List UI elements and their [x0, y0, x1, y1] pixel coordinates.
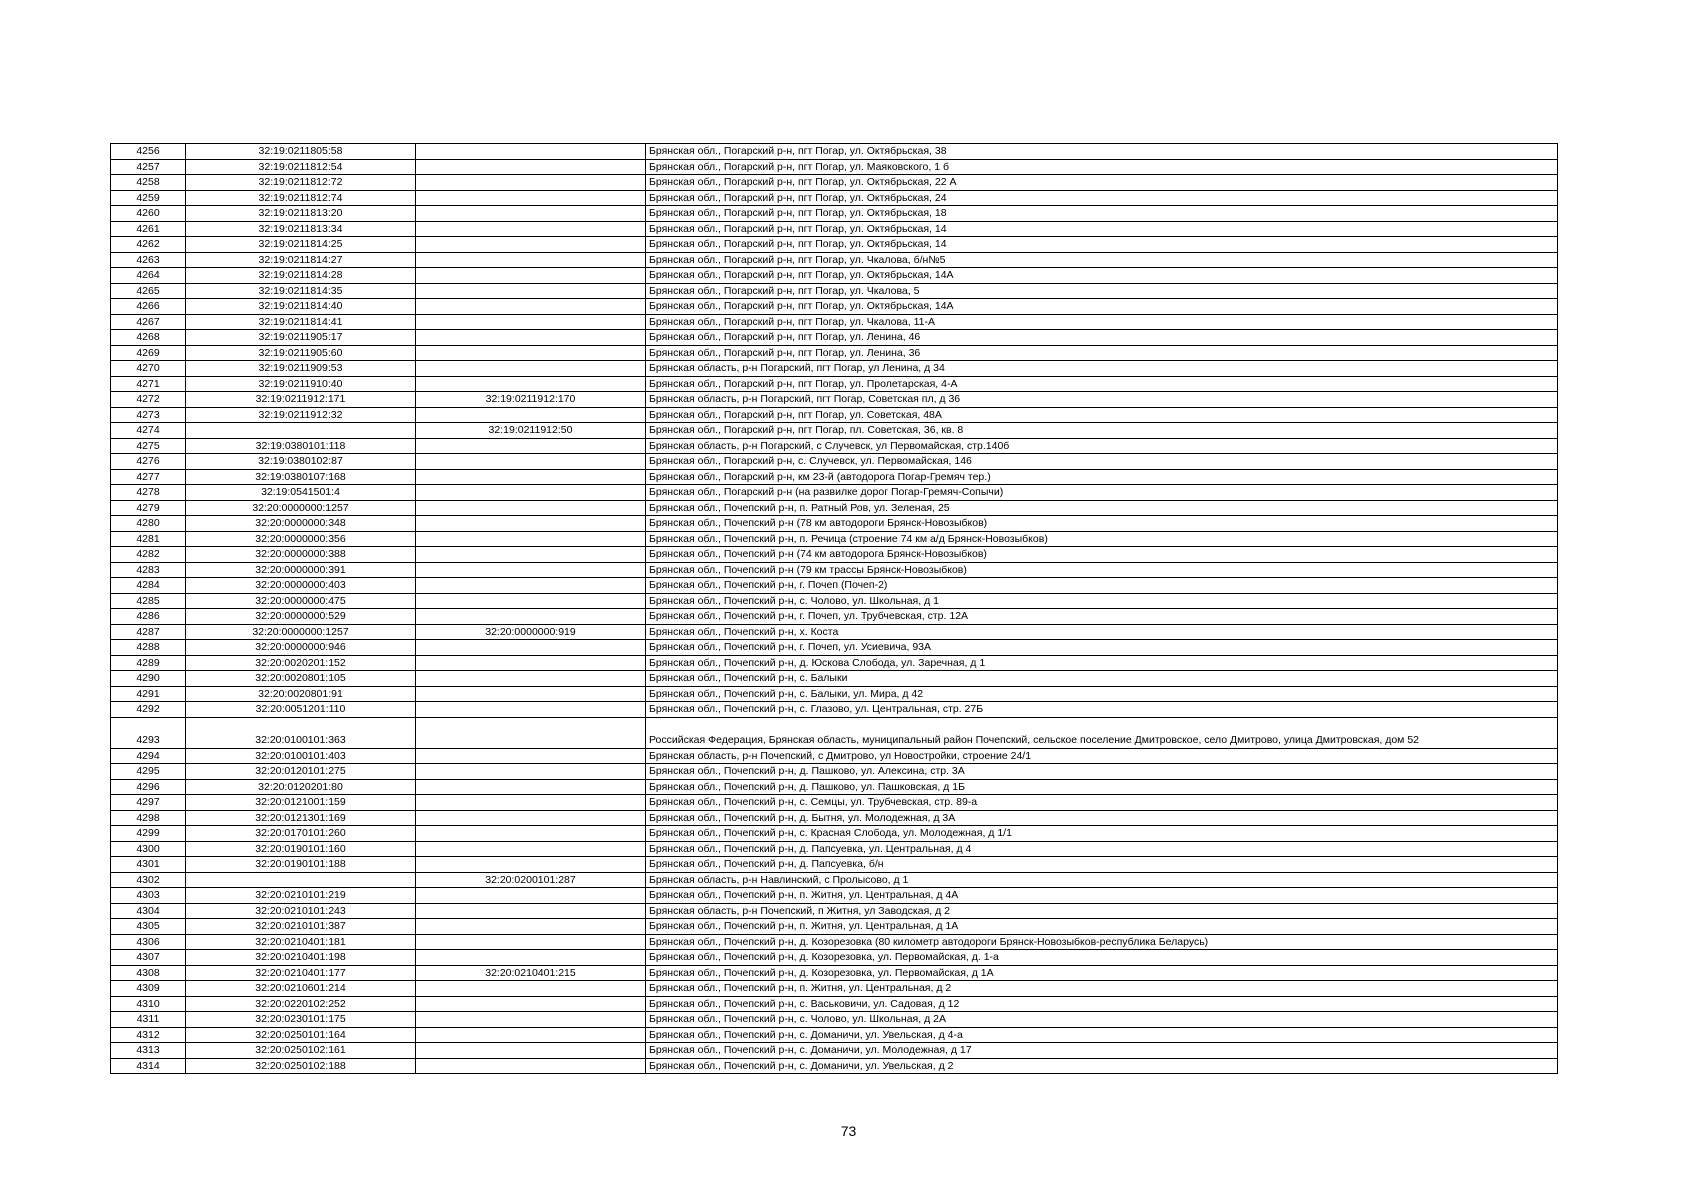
address-cell: Брянская обл., Погарский р-н, пгт Погар, ул. Чкалова, 11-А — [646, 314, 1558, 330]
related-cadastral-number-cell — [416, 857, 646, 873]
cadastral-number-cell: 32:20:0120101:275 — [186, 764, 416, 780]
table-row — [111, 283, 1558, 299]
table-row — [111, 330, 1558, 346]
row-number-cell: 4289 — [111, 655, 186, 671]
row-number-cell: 4307 — [111, 950, 186, 966]
related-cadastral-number-cell — [416, 562, 646, 578]
row-number-cell: 4276 — [111, 454, 186, 470]
cadastral-number-cell: 32:19:0211910:40 — [186, 376, 416, 392]
row-number-cell: 4301 — [111, 857, 186, 873]
cadastral-number-cell: 32:19:0211814:41 — [186, 314, 416, 330]
cadastral-number-cell: 32:19:0380101:118 — [186, 438, 416, 454]
table-row — [111, 454, 1558, 470]
row-number-cell: 4284 — [111, 578, 186, 594]
table-row — [111, 872, 1558, 888]
address-cell: Брянская обл., Погарский р-н, пгт Погар, ул. Октябрьская, 14А — [646, 268, 1558, 284]
address-cell: Брянская обл., Погарский р-н, пгт Погар, ул. Октябрьская, 18 — [646, 206, 1558, 222]
address-cell: Брянская обл., Погарский р-н, пгт Погар, ул. Ленина, 46 — [646, 330, 1558, 346]
table-row — [111, 531, 1558, 547]
table-row — [111, 981, 1558, 997]
page-number: 73 — [840, 1123, 857, 1139]
row-number-cell: 4272 — [111, 392, 186, 408]
table-row — [111, 702, 1558, 718]
row-number-cell: 4280 — [111, 516, 186, 532]
table-row — [111, 888, 1558, 904]
related-cadastral-number-cell — [416, 314, 646, 330]
row-number-cell: 4267 — [111, 314, 186, 330]
related-cadastral-number-cell — [416, 190, 646, 206]
table-row — [111, 950, 1558, 966]
cadastral-number-cell: 32:20:0000000:529 — [186, 609, 416, 625]
address-cell: Брянская обл., Почепский р-н, д. Папсуевка, ул. Центральная, д 4 — [646, 841, 1558, 857]
cadastral-number-cell: 32:19:0211814:27 — [186, 252, 416, 268]
table-row — [111, 516, 1558, 532]
related-cadastral-number-cell — [416, 609, 646, 625]
address-cell: Брянская обл., Погарский р-н, пгт Погар, ул. Пролетарская, 4-А — [646, 376, 1558, 392]
cadastral-number-cell: 32:19:0380107:168 — [186, 469, 416, 485]
row-number-cell: 4311 — [111, 1012, 186, 1028]
row-number-cell: 4286 — [111, 609, 186, 625]
related-cadastral-number-cell — [416, 547, 646, 563]
cadastral-number-cell: 32:20:0250102:161 — [186, 1043, 416, 1059]
related-cadastral-number-cell — [416, 841, 646, 857]
related-cadastral-number-cell — [416, 1012, 646, 1028]
address-cell: Брянская обл., Почепский р-н, д. Козорезовка (80 километр автодороги Брянск-Новозыбков-республика Беларусь) — [646, 934, 1558, 950]
related-cadastral-number-cell: 32:20:0000000:919 — [416, 624, 646, 640]
row-number-cell: 4257 — [111, 159, 186, 175]
table-row — [111, 206, 1558, 222]
address-cell: Брянская обл., Погарский р-н (на развилке дорог Погар-Гремяч-Сопычи) — [646, 485, 1558, 501]
address-cell: Брянская обл., Почепский р-н, п. Ратный Ров, ул. Зеленая, 25 — [646, 500, 1558, 516]
related-cadastral-number-cell — [416, 283, 646, 299]
related-cadastral-number-cell — [416, 702, 646, 718]
row-number-cell: 4260 — [111, 206, 186, 222]
address-cell: Брянская обл., Погарский р-н, пгт Погар, пл. Советская, 36, кв. 8 — [646, 423, 1558, 439]
table-row — [111, 485, 1558, 501]
cadastral-number-cell: 32:20:0000000:391 — [186, 562, 416, 578]
address-cell: Брянская обл., Почепский р-н, г. Почеп (Почеп-2) — [646, 578, 1558, 594]
related-cadastral-number-cell — [416, 981, 646, 997]
table-row — [111, 221, 1558, 237]
table-row — [111, 392, 1558, 408]
cadastral-number-cell: 32:19:0211812:74 — [186, 190, 416, 206]
address-cell: Брянская обл., Погарский р-н, пгт Погар, ул. Чкалова, б/н№5 — [646, 252, 1558, 268]
table-row — [111, 593, 1558, 609]
cadastral-number-cell — [186, 423, 416, 439]
cadastral-number-cell: 32:20:0250102:188 — [186, 1058, 416, 1074]
address-cell: Брянская обл., Погарский р-н, пгт Погар, ул. Октябрьская, 22 А — [646, 175, 1558, 191]
cadastral-number-cell: 32:20:0051201:110 — [186, 702, 416, 718]
related-cadastral-number-cell — [416, 593, 646, 609]
cadastral-number-cell: 32:19:0211812:54 — [186, 159, 416, 175]
table-row — [111, 423, 1558, 439]
row-number-cell: 4282 — [111, 547, 186, 563]
row-number-cell: 4262 — [111, 237, 186, 253]
cadastral-number-cell: 32:20:0000000:946 — [186, 640, 416, 656]
address-cell: Брянская обл., Погарский р-н, пгт Погар, ул. Октябрьская, 24 — [646, 190, 1558, 206]
related-cadastral-number-cell: 32:19:0211912:50 — [416, 423, 646, 439]
address-cell: Брянская обл., Почепский р-н, с. Доманичи, ул. Молодежная, д 17 — [646, 1043, 1558, 1059]
cadastral-number-cell: 32:19:0211814:28 — [186, 268, 416, 284]
table-row — [111, 175, 1558, 191]
related-cadastral-number-cell — [416, 469, 646, 485]
cadastral-number-cell: 32:19:0211814:35 — [186, 283, 416, 299]
table-row — [111, 841, 1558, 857]
row-number-cell: 4268 — [111, 330, 186, 346]
address-cell: Брянская обл., Погарский р-н, км 23-й (автодорога Погар-Гремяч тер.) — [646, 469, 1558, 485]
address-cell: Брянская область, р-н Навлинский, с Пролысово, д 1 — [646, 872, 1558, 888]
cadastral-number-cell: 32:20:0210401:198 — [186, 950, 416, 966]
address-cell: Брянская обл., Погарский р-н, пгт Погар, ул. Октябрьская, 14 — [646, 237, 1558, 253]
cadastral-number-cell: 32:20:0000000:356 — [186, 531, 416, 547]
row-number-cell: 4290 — [111, 671, 186, 687]
table-row — [111, 640, 1558, 656]
table-row — [111, 500, 1558, 516]
address-cell: Брянская область, р-н Погарский, пгт Погар, Советская пл, д 36 — [646, 392, 1558, 408]
table-row — [111, 1043, 1558, 1059]
related-cadastral-number-cell — [416, 671, 646, 687]
cadastral-number-cell: 32:20:0230101:175 — [186, 1012, 416, 1028]
table-row — [111, 996, 1558, 1012]
row-number-cell: 4292 — [111, 702, 186, 718]
related-cadastral-number-cell — [416, 826, 646, 842]
table-row — [111, 826, 1558, 842]
address-cell: Брянская обл., Почепский р-н, х. Коста — [646, 624, 1558, 640]
row-number-cell: 4266 — [111, 299, 186, 315]
related-cadastral-number-cell — [416, 950, 646, 966]
related-cadastral-number-cell — [416, 888, 646, 904]
related-cadastral-number-cell — [416, 299, 646, 315]
row-number-cell: 4273 — [111, 407, 186, 423]
cadastral-number-cell: 32:20:0190101:160 — [186, 841, 416, 857]
table-row — [111, 779, 1558, 795]
related-cadastral-number-cell — [416, 655, 646, 671]
row-number-cell: 4287 — [111, 624, 186, 640]
cadastral-number-cell: 32:20:0210101:243 — [186, 903, 416, 919]
address-cell: Брянская обл., Почепский р-н, д. Юскова Слобода, ул. Заречная, д 1 — [646, 655, 1558, 671]
row-number-cell: 4291 — [111, 686, 186, 702]
cadastral-number-cell: 32:20:0190101:188 — [186, 857, 416, 873]
cadastral-number-cell: 32:20:0020801:91 — [186, 686, 416, 702]
table-row — [111, 609, 1558, 625]
table-row — [111, 903, 1558, 919]
address-cell: Брянская обл., Почепский р-н, п. Житня, ул. Центральная, д 1А — [646, 919, 1558, 935]
row-number-cell: 4285 — [111, 593, 186, 609]
row-number-cell: 4269 — [111, 345, 186, 361]
address-cell: Брянская обл., Почепский р-н, с. Балыки, ул. Мира, д 42 — [646, 686, 1558, 702]
related-cadastral-number-cell — [416, 221, 646, 237]
related-cadastral-number-cell — [416, 252, 646, 268]
cadastral-number-cell: 32:20:0170101:260 — [186, 826, 416, 842]
row-number-cell: 4283 — [111, 562, 186, 578]
table-row — [111, 562, 1558, 578]
related-cadastral-number-cell — [416, 934, 646, 950]
related-cadastral-number-cell — [416, 1058, 646, 1074]
cadastral-number-cell: 32:19:0380102:87 — [186, 454, 416, 470]
table-row — [111, 314, 1558, 330]
cadastral-number-cell: 32:19:0211805:58 — [186, 144, 416, 160]
cadastral-number-cell: 32:20:0120201:80 — [186, 779, 416, 795]
table-row — [111, 252, 1558, 268]
related-cadastral-number-cell — [416, 175, 646, 191]
table-row — [111, 268, 1558, 284]
row-number-cell: 4258 — [111, 175, 186, 191]
row-number-cell: 4295 — [111, 764, 186, 780]
row-number-cell: 4288 — [111, 640, 186, 656]
address-cell: Брянская обл., Почепский р-н, д. Папсуевка, б/н — [646, 857, 1558, 873]
cadastral-number-cell: 32:19:0211912:32 — [186, 407, 416, 423]
row-number-cell: 4265 — [111, 283, 186, 299]
cadastral-number-cell: 32:20:0210101:219 — [186, 888, 416, 904]
address-cell: Брянская обл., Почепский р-н, г. Почеп, ул. Усиевича, 93А — [646, 640, 1558, 656]
related-cadastral-number-cell: 32:19:0211912:170 — [416, 392, 646, 408]
row-number-cell: 4299 — [111, 826, 186, 842]
address-cell: Брянская обл., Почепский р-н, с. Чолово, ул. Школьная, д 2А — [646, 1012, 1558, 1028]
related-cadastral-number-cell: 32:20:0200101:287 — [416, 872, 646, 888]
address-cell: Брянская обл., Погарский р-н, пгт Погар, ул. Ленина, 36 — [646, 345, 1558, 361]
row-number-cell: 4303 — [111, 888, 186, 904]
table-row — [111, 438, 1558, 454]
table-row — [111, 934, 1558, 950]
related-cadastral-number-cell — [416, 206, 646, 222]
table-row — [111, 1058, 1558, 1074]
related-cadastral-number-cell — [416, 376, 646, 392]
cadastral-number-cell: 32:20:0000000:403 — [186, 578, 416, 594]
table-row — [111, 361, 1558, 377]
related-cadastral-number-cell — [416, 361, 646, 377]
address-cell: Брянская обл., Почепский р-н, п. Житня, ул. Центральная, д 4А — [646, 888, 1558, 904]
registry-table — [110, 143, 1558, 1074]
row-number-cell: 4314 — [111, 1058, 186, 1074]
related-cadastral-number-cell — [416, 407, 646, 423]
cadastral-number-cell: 32:20:0121001:159 — [186, 795, 416, 811]
table-row — [111, 1027, 1558, 1043]
cadastral-number-cell: 32:19:0211912:171 — [186, 392, 416, 408]
row-number-cell: 4264 — [111, 268, 186, 284]
related-cadastral-number-cell — [416, 779, 646, 795]
cadastral-number-cell: 32:20:0220102:252 — [186, 996, 416, 1012]
table-row — [111, 717, 1558, 748]
related-cadastral-number-cell — [416, 717, 646, 748]
row-number-cell: 4270 — [111, 361, 186, 377]
cadastral-number-cell: 32:20:0000000:1257 — [186, 500, 416, 516]
related-cadastral-number-cell — [416, 996, 646, 1012]
address-cell: Брянская обл., Почепский р-н, д. Козорезовка, ул. Первомайская, д 1А — [646, 965, 1558, 981]
table-row — [111, 144, 1558, 160]
address-cell: Брянская обл., Почепский р-н, с. Доманичи, ул. Увельская, д 2 — [646, 1058, 1558, 1074]
cadastral-number-cell: 32:20:0210101:387 — [186, 919, 416, 935]
row-number-cell: 4313 — [111, 1043, 186, 1059]
address-cell: Брянская обл., Почепский р-н, д. Пашково, ул. Пашковская, д 1Б — [646, 779, 1558, 795]
address-cell: Брянская обл., Почепский р-н, п. Речица (строение 74 км а/д Брянск-Новозыбков) — [646, 531, 1558, 547]
address-cell: Брянская обл., Погарский р-н, с. Случевск, ул. Первомайская, 146 — [646, 454, 1558, 470]
row-number-cell: 4293 — [111, 717, 186, 748]
row-number-cell: 4297 — [111, 795, 186, 811]
related-cadastral-number-cell — [416, 686, 646, 702]
cadastral-number-cell: 32:20:0020201:152 — [186, 655, 416, 671]
cadastral-number-cell — [186, 872, 416, 888]
related-cadastral-number-cell — [416, 903, 646, 919]
address-cell: Брянская обл., Почепский р-н (79 км трассы Брянск-Новозыбков) — [646, 562, 1558, 578]
cadastral-number-cell: 32:20:0100101:403 — [186, 748, 416, 764]
table-row — [111, 469, 1558, 485]
row-number-cell: 4296 — [111, 779, 186, 795]
cadastral-number-cell: 32:19:0211814:25 — [186, 237, 416, 253]
table-row — [111, 237, 1558, 253]
address-cell: Брянская обл., Почепский р-н, п. Житня, ул. Центральная, д 2 — [646, 981, 1558, 997]
address-cell: Брянская обл., Почепский р-н, д. Козорезовка, ул. Первомайская, д. 1-а — [646, 950, 1558, 966]
table-row — [111, 748, 1558, 764]
row-number-cell: 4261 — [111, 221, 186, 237]
table-row — [111, 407, 1558, 423]
related-cadastral-number-cell — [416, 159, 646, 175]
cadastral-number-cell: 32:20:0210601:214 — [186, 981, 416, 997]
table-row — [111, 190, 1558, 206]
row-number-cell: 4294 — [111, 748, 186, 764]
address-cell: Брянская область, р-н Почепский, с Дмитрово, ул Новостройки, строение 24/1 — [646, 748, 1558, 764]
address-cell: Брянская область, р-н Погарский, пгт Погар, ул Ленина, д 34 — [646, 361, 1558, 377]
related-cadastral-number-cell — [416, 640, 646, 656]
row-number-cell: 4298 — [111, 810, 186, 826]
table-row — [111, 578, 1558, 594]
cadastral-number-cell: 32:20:0000000:348 — [186, 516, 416, 532]
row-number-cell: 4274 — [111, 423, 186, 439]
cadastral-number-cell: 32:20:0100101:363 — [186, 717, 416, 748]
related-cadastral-number-cell — [416, 795, 646, 811]
table-row — [111, 547, 1558, 563]
table-row — [111, 810, 1558, 826]
address-cell: Брянская обл., Погарский р-н, пгт Погар, ул. Маяковского, 1 б — [646, 159, 1558, 175]
related-cadastral-number-cell — [416, 500, 646, 516]
related-cadastral-number-cell — [416, 516, 646, 532]
table-row — [111, 655, 1558, 671]
cadastral-number-cell: 32:19:0211905:60 — [186, 345, 416, 361]
related-cadastral-number-cell — [416, 1043, 646, 1059]
row-number-cell: 4277 — [111, 469, 186, 485]
cadastral-number-cell: 32:20:0250101:164 — [186, 1027, 416, 1043]
table-row — [111, 965, 1558, 981]
row-number-cell: 4306 — [111, 934, 186, 950]
address-cell: Брянская обл., Погарский р-н, пгт Погар, ул. Октябрьская, 14 — [646, 221, 1558, 237]
table-row — [111, 624, 1558, 640]
cadastral-number-cell: 32:20:0000000:388 — [186, 547, 416, 563]
table-row — [111, 764, 1558, 780]
address-cell: Брянская обл., Почепский р-н, д. Пашково, ул. Алексина, стр. 3А — [646, 764, 1558, 780]
related-cadastral-number-cell — [416, 1027, 646, 1043]
related-cadastral-number-cell — [416, 748, 646, 764]
cadastral-number-cell: 32:20:0000000:475 — [186, 593, 416, 609]
row-number-cell: 4263 — [111, 252, 186, 268]
address-cell: Брянская обл., Почепский р-н, д. Бытня, ул. Молодежная, д 3А — [646, 810, 1558, 826]
row-number-cell: 4279 — [111, 500, 186, 516]
related-cadastral-number-cell: 32:20:0210401:215 — [416, 965, 646, 981]
related-cadastral-number-cell — [416, 810, 646, 826]
address-cell: Брянская обл., Почепский р-н, с. Чолово, ул. Школьная, д 1 — [646, 593, 1558, 609]
cadastral-number-cell: 32:19:0211814:40 — [186, 299, 416, 315]
row-number-cell: 4305 — [111, 919, 186, 935]
table-row — [111, 376, 1558, 392]
table-row — [111, 671, 1558, 687]
table-row — [111, 345, 1558, 361]
cadastral-number-cell: 32:19:0211905:17 — [186, 330, 416, 346]
address-cell: Брянская обл., Почепский р-н (74 км автодорога Брянск-Новозыбков) — [646, 547, 1558, 563]
related-cadastral-number-cell — [416, 764, 646, 780]
row-number-cell: 4308 — [111, 965, 186, 981]
related-cadastral-number-cell — [416, 531, 646, 547]
table-row — [111, 919, 1558, 935]
address-cell: Брянская обл., Погарский р-н, пгт Погар, ул. Советская, 48А — [646, 407, 1558, 423]
registry-table-body — [111, 144, 1558, 1074]
row-number-cell: 4300 — [111, 841, 186, 857]
related-cadastral-number-cell — [416, 919, 646, 935]
related-cadastral-number-cell — [416, 438, 646, 454]
cadastral-number-cell: 32:19:0211813:34 — [186, 221, 416, 237]
address-cell: Брянская обл., Погарский р-н, пгт Погар, ул. Октябрьская, 14А — [646, 299, 1558, 315]
cadastral-number-cell: 32:19:0211813:20 — [186, 206, 416, 222]
address-cell: Брянская обл., Почепский р-н, с. Балыки — [646, 671, 1558, 687]
related-cadastral-number-cell — [416, 454, 646, 470]
cadastral-number-cell: 32:20:0210401:177 — [186, 965, 416, 981]
table-row — [111, 686, 1558, 702]
cadastral-number-cell: 32:19:0211909:53 — [186, 361, 416, 377]
row-number-cell: 4271 — [111, 376, 186, 392]
related-cadastral-number-cell — [416, 578, 646, 594]
address-cell: Брянская обл., Почепский р-н (78 км автодороги Брянск-Новозыбков) — [646, 516, 1558, 532]
row-number-cell: 4275 — [111, 438, 186, 454]
row-number-cell: 4304 — [111, 903, 186, 919]
row-number-cell: 4259 — [111, 190, 186, 206]
related-cadastral-number-cell — [416, 345, 646, 361]
address-cell: Брянская обл., Погарский р-н, пгт Погар, ул. Чкалова, 5 — [646, 283, 1558, 299]
address-cell: Брянская обл., Почепский р-н, с. Семцы, ул. Трубчевская, стр. 89-а — [646, 795, 1558, 811]
cadastral-number-cell: 32:20:0000000:1257 — [186, 624, 416, 640]
row-number-cell: 4310 — [111, 996, 186, 1012]
address-cell: Брянская обл., Погарский р-н, пгт Погар, ул. Октябрьская, 38 — [646, 144, 1558, 160]
table-row — [111, 299, 1558, 315]
cadastral-number-cell: 32:20:0210401:181 — [186, 934, 416, 950]
cadastral-number-cell: 32:20:0020801:105 — [186, 671, 416, 687]
address-cell: Брянская обл., Почепский р-н, с. Красная Слобода, ул. Молодежная, д 1/1 — [646, 826, 1558, 842]
address-cell: Брянская обл., Почепский р-н, с. Васьковичи, ул. Садовая, д 12 — [646, 996, 1558, 1012]
cadastral-number-cell: 32:19:0211812:72 — [186, 175, 416, 191]
address-cell: Брянская обл., Почепский р-н, с. Доманичи, ул. Увельская, д 4-а — [646, 1027, 1558, 1043]
address-cell: Брянская область, р-н Погарский, с Случевск, ул Первомайская, стр.140б — [646, 438, 1558, 454]
table-row — [111, 857, 1558, 873]
cadastral-number-cell: 32:19:0541501:4 — [186, 485, 416, 501]
cadastral-number-cell: 32:20:0121301:169 — [186, 810, 416, 826]
row-number-cell: 4278 — [111, 485, 186, 501]
address-cell: Российская Федерация, Брянская область, муниципальный район Почепский, сельское поселение Дмитровское, село Дмитрово, улица Дмитровская, дом 52 — [646, 717, 1558, 748]
address-cell: Брянская область, р-н Почепский, п Житня, ул Заводская, д 2 — [646, 903, 1558, 919]
table-row — [111, 159, 1558, 175]
row-number-cell: 4312 — [111, 1027, 186, 1043]
row-number-cell: 4309 — [111, 981, 186, 997]
related-cadastral-number-cell — [416, 144, 646, 160]
row-number-cell: 4302 — [111, 872, 186, 888]
row-number-cell: 4256 — [111, 144, 186, 160]
table-row — [111, 795, 1558, 811]
table-row — [111, 1012, 1558, 1028]
related-cadastral-number-cell — [416, 268, 646, 284]
related-cadastral-number-cell — [416, 330, 646, 346]
address-cell: Брянская обл., Почепский р-н, с. Глазово, ул. Центральная, стр. 27Б — [646, 702, 1558, 718]
address-cell: Брянская обл., Почепский р-н, г. Почеп, ул. Трубчевская, стр. 12А — [646, 609, 1558, 625]
related-cadastral-number-cell — [416, 485, 646, 501]
row-number-cell: 4281 — [111, 531, 186, 547]
related-cadastral-number-cell — [416, 237, 646, 253]
